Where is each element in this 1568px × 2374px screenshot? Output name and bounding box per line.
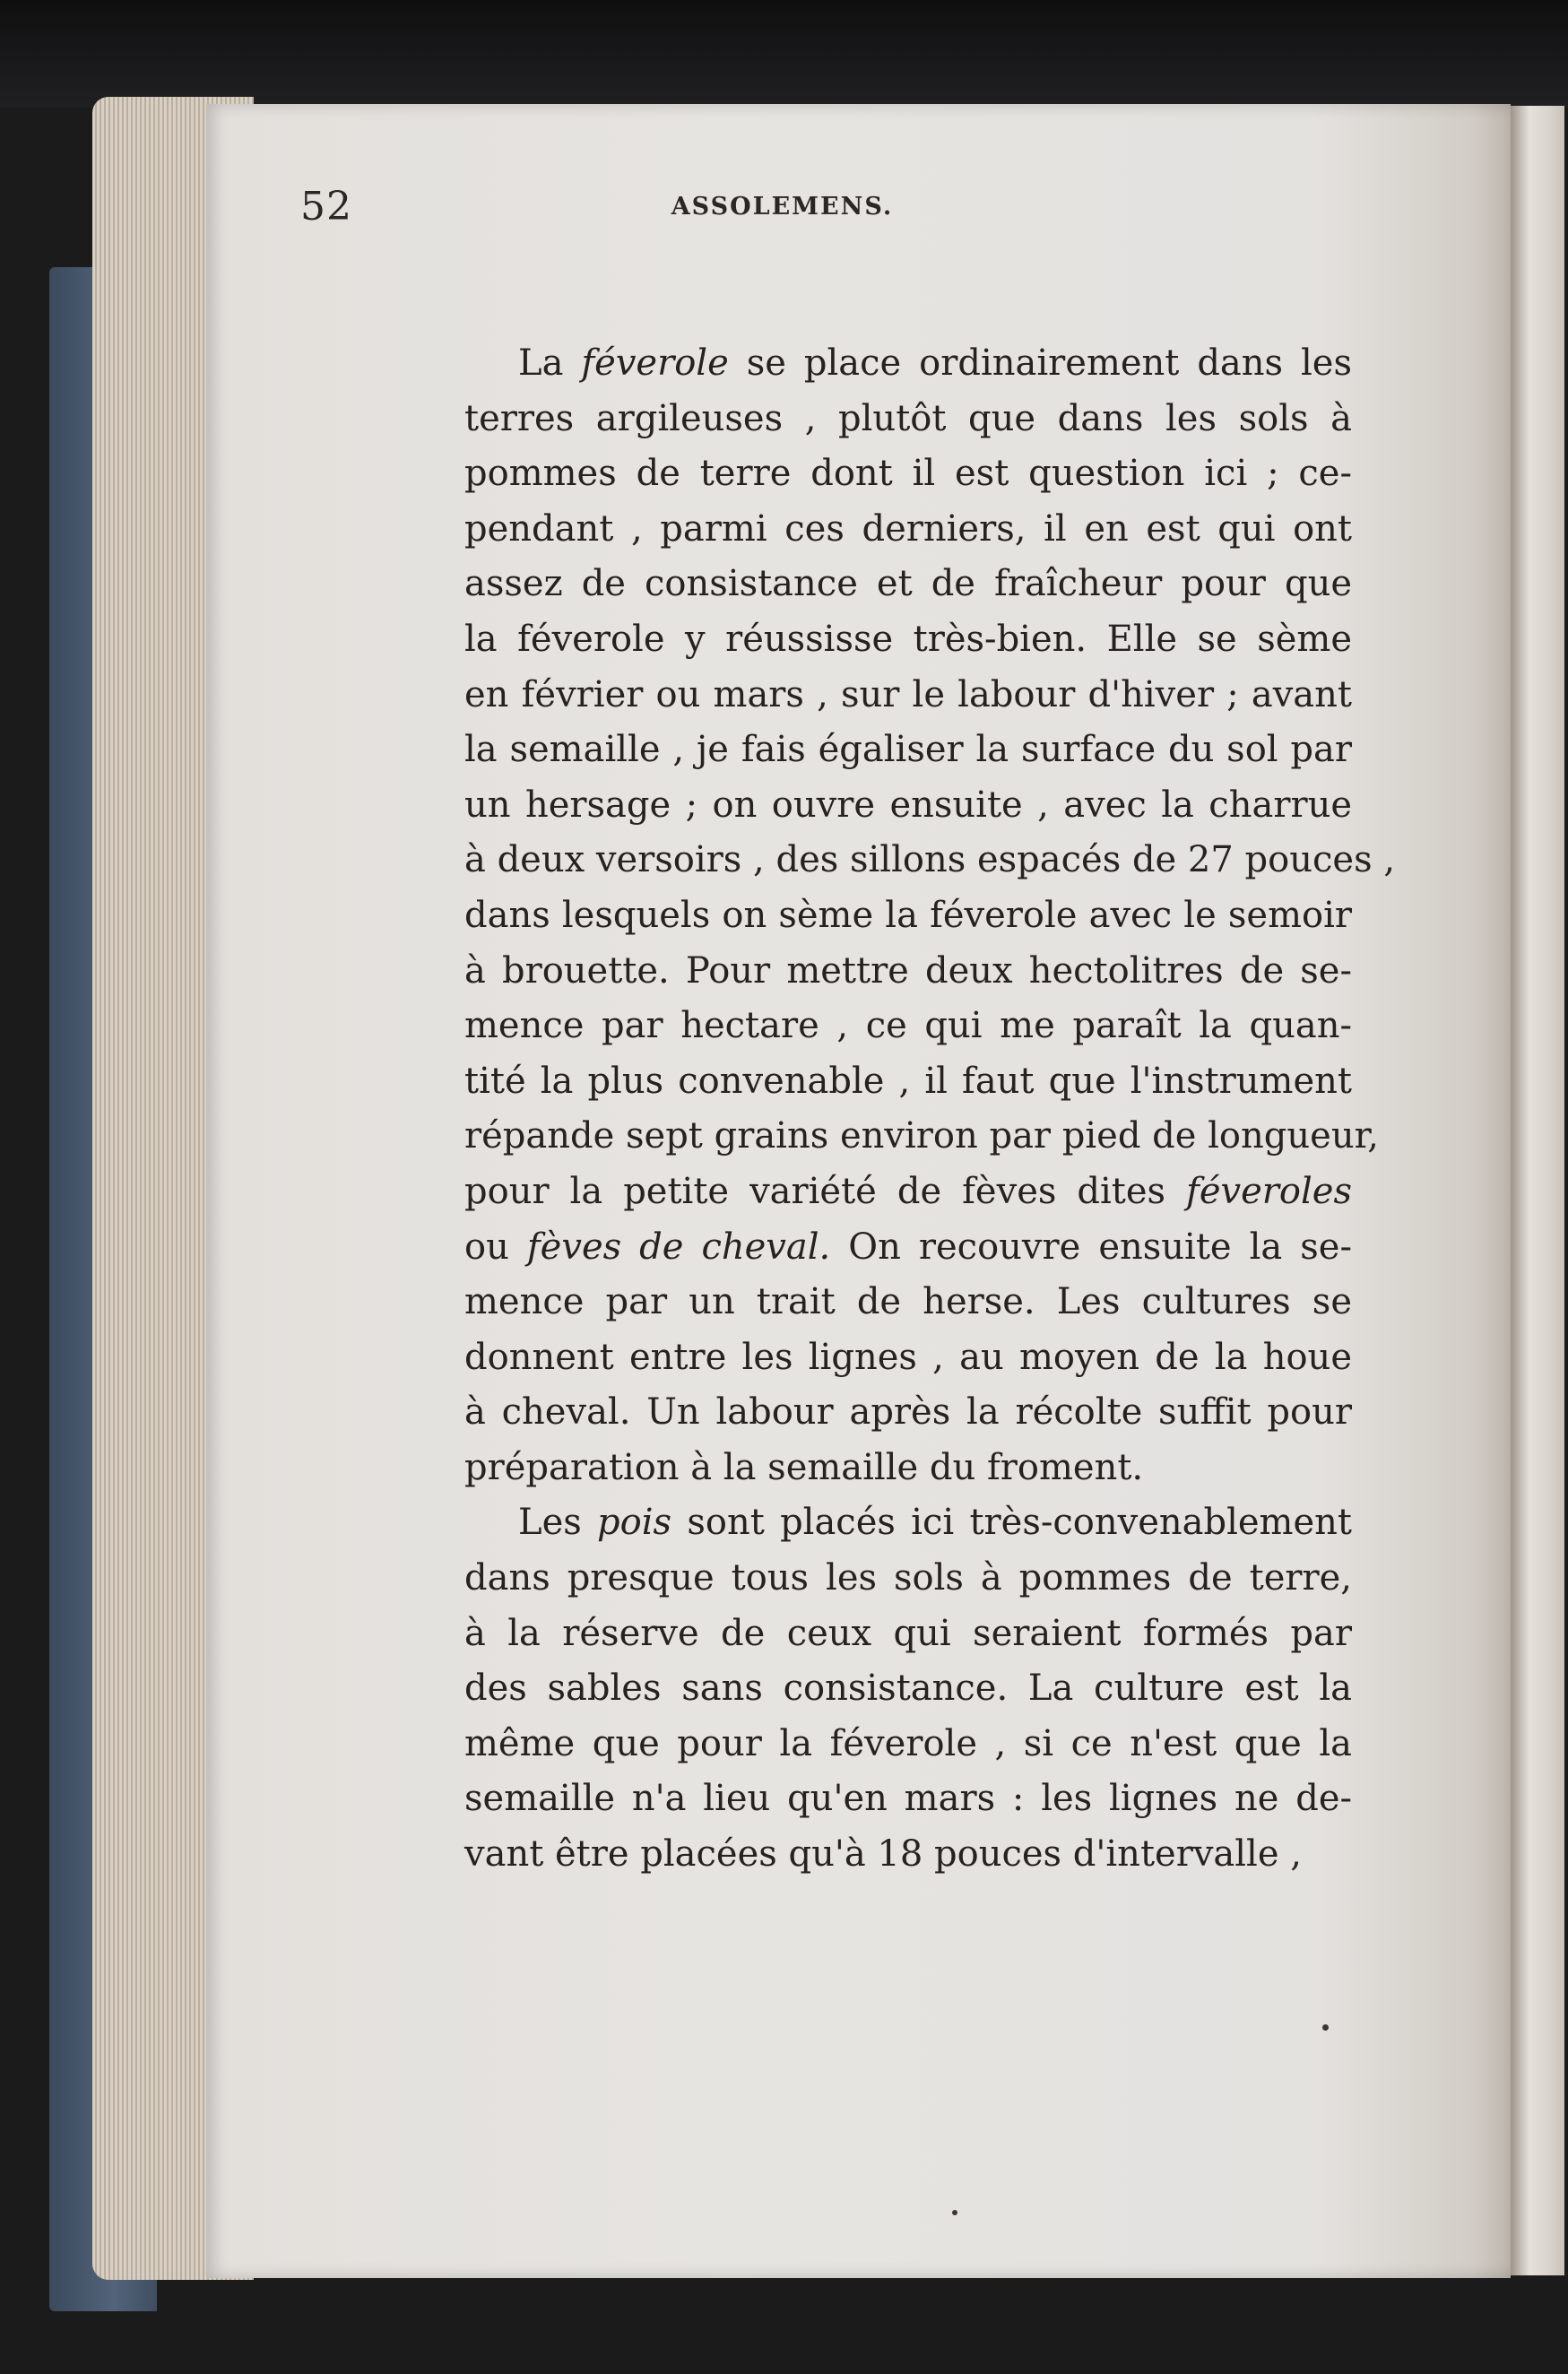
text-line	[464, 888, 1352, 944]
dark-background	[0, 0, 1568, 108]
text-run: se place ordinairement dans les	[728, 342, 1353, 384]
page-number: 52	[300, 184, 352, 230]
text-run: à brouette. Pour mettre deux hectolitres de se-	[464, 949, 1352, 992]
italic-term: pois	[597, 1502, 672, 1544]
text-line	[464, 446, 1352, 502]
text-line	[464, 1165, 1352, 1220]
text-line	[464, 392, 1352, 447]
text-line	[464, 1330, 1352, 1386]
text-run: préparation à la semaille du froment.	[464, 1446, 1144, 1488]
text-run: même que pour la féverole , si ce n'est que la	[464, 1722, 1352, 1764]
text-run: tité la plus convenable , il faut que l'instrument	[464, 1060, 1352, 1102]
text-line	[464, 1275, 1352, 1330]
text-line	[464, 1109, 1380, 1165]
text-run: sont placés ici très-convenablement	[671, 1502, 1352, 1544]
facing-page-edge	[1511, 106, 1564, 2275]
text-run: pour la petite variété de fèves dites	[464, 1170, 1187, 1212]
text-line	[464, 1661, 1352, 1717]
text-run: La	[518, 342, 582, 384]
ink-speck	[952, 2210, 957, 2215]
text-run: ou	[464, 1226, 527, 1268]
text-run: répande sept grains environ par pied de longueur,	[464, 1115, 1380, 1157]
text-line	[464, 723, 1352, 778]
text-line	[464, 336, 1352, 392]
text-line	[464, 1220, 1352, 1276]
text-run: assez de consistance et de fraîcheur pour que	[464, 563, 1352, 605]
text-run: en février ou mars , sur le labour d'hiver ; avant	[464, 673, 1352, 715]
text-run: donnent entre les lignes , au moyen de la houe	[464, 1336, 1352, 1378]
text-line	[464, 1607, 1352, 1662]
text-run: mence par un trait de herse. Les cultures se	[464, 1281, 1352, 1323]
text-run: pommes de terre dont il est question ici ; ce-	[464, 453, 1352, 495]
text-line	[464, 1551, 1352, 1607]
italic-term: féveroles	[1186, 1170, 1352, 1212]
text-run: la féverole y réussisse très-bien. Elle se sème	[464, 618, 1352, 660]
text-run: pendant , parmi ces derniers, il en est qui ont	[464, 507, 1352, 550]
text-run: la semaille , je fais égaliser la surface du sol par	[464, 729, 1352, 771]
italic-term: fèves de cheval.	[526, 1226, 831, 1268]
text-run: mence par hectare , ce qui me paraît la quan-	[464, 1005, 1352, 1047]
text-run: des sables sans consistance. La culture est la	[464, 1668, 1352, 1710]
text-line	[464, 1385, 1352, 1441]
text-line	[464, 557, 1352, 612]
text-run: dans lesquels on sème la féverole avec le semoir	[464, 894, 1352, 936]
text-line	[464, 1827, 1352, 1883]
text-run: semaille n'a lieu qu'en mars : les lignes ne de-	[464, 1778, 1352, 1820]
ink-speck	[1322, 2024, 1329, 2031]
text-run: à cheval. Un labour après la récolte suffit pour	[464, 1391, 1352, 1434]
text-line	[464, 778, 1352, 834]
text-line	[464, 1772, 1352, 1827]
text-run: vant être placées qu'à 18 pouces d'intervalle ,	[464, 1833, 1302, 1876]
text-line	[464, 612, 1352, 668]
text-line	[464, 833, 1396, 888]
page-header	[300, 184, 1354, 238]
text-run: un hersage ; on ouvre ensuite , avec la charrue	[464, 784, 1352, 826]
text-line	[464, 668, 1352, 723]
text-line	[464, 999, 1352, 1054]
text-line	[464, 1495, 1352, 1551]
body-text	[464, 336, 1396, 1883]
text-run: On recouvre ensuite la se-	[830, 1226, 1352, 1268]
text-run: à la réserve de ceux qui seraient formés par	[464, 1612, 1352, 1654]
text-run: terres argileuses , plutôt que dans les sols à	[464, 397, 1352, 439]
text-run: dans presque tous les sols à pommes de terre,	[464, 1557, 1352, 1599]
text-run: à deux versoirs , des sillons espacés de 27 pouces ,	[464, 839, 1396, 881]
running-head: ASSOLEMENS.	[671, 193, 894, 221]
text-run: Les	[518, 1502, 598, 1544]
text-line	[464, 1717, 1352, 1772]
text-line	[464, 1441, 1352, 1496]
text-line	[464, 1054, 1352, 1110]
text-line	[464, 944, 1352, 1000]
text-line	[464, 502, 1352, 558]
italic-term: féverole	[581, 342, 729, 384]
